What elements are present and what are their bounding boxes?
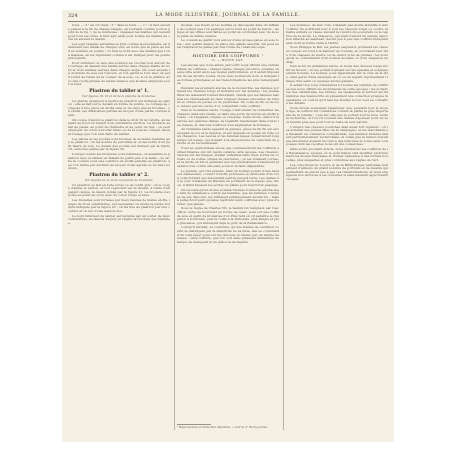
paragraph: Dans notre prochain article, nous étudierons les coiffures de la Renaissance, époque où le goût italien vint modifier profondément les modes françaises et donner naissance à des formes nouvelles, plus élégantes et plus conformes aux règles de l'art.	[286, 147, 388, 162]
paragraph: Nous ferons seulement remarquer que, pendant tout le moyen âge, la coiffure fut considérée comme la partie la plus importante de la toilette ; c'est sur elle que se portait tout le luxe, toute la recherche, et l'on vit souvent des dames dépenser pour un seul hennin plus que pour tout le reste de leur parure.	[286, 105, 388, 124]
paragraph: Le bord inférieur du tablier est terminé par un ourlet de deux centimètres, au-dessus duquel on répète la bordure des bretelles.	[68, 213, 170, 225]
paragraph: On coupe d'abord le plastron dans le droit fil de l'étoffe, en laissant au bord un rempli d'un centimètre environ. La broderie se fait au passé, au point de chaînette et au point de tige ; on peut employer du coton à broder blanc ou de la soie de couleur, suivant l'usage que l'on veut faire du tablier.	[68, 117, 170, 136]
running-title: LA MODE ILLUSTRÉE, JOURNAL DE LA FAMILLE.	[155, 13, 301, 18]
paragraph: Pour terminer on fera une bordure au crochet tout autour de l'ouvrage, en faisant une maille serrée dans chaque maille du bord et trois mailles serrées dans chaque angle. On coud ensuite la doublure de soie sur l'envers, et l'on garnit le tour avec un petit ruché de ruban de la couleur de la soie, ou, si on le préfère, avec une ruche plissée de même nuance que la laine employée pour le fond.	[68, 60, 170, 87]
paragraph: Vers la fin du quinzième siècle, la mode des cheveux longs revint en faveur ; on les portait tombant sur les épaules et soigneusement bouclés. Le bonnet, posé légèrement sur le côté de la tête, était garni d'une enseigne en or ou en argent représentant l'image d'un saint ou quelque devise galante.	[286, 64, 388, 83]
page-header	[62, 10, 394, 22]
section-subtitle: Voir figures 18, 19 et 20 de la planche de broderies.	[82, 93, 156, 98]
paragraph: Ce plastron se fait en toile écrue ou en coutil gris ; on le coupe d'après le patron, et l'on reproduit sur le devant, à l'aide d'un papier calque, le dessin donné par la figure 21. La broderie s'exécute au point de croix avec du coton rouge et bleu.	[68, 182, 170, 198]
paragraph: La grande épaisseur à mettre au plastron est indiquée au patron ; elle se fait sur le devant en forme de pointe. Le corsage se compose d'une pièce en étoffe unie et de deux pièces brodées ; on réunit ces différentes parties au moyen d'une petite couture à plat.	[68, 98, 170, 117]
paragraph: L'emploi des cheveux postiches était aussi fort répandu ; on les achetait aux jeunes filles de la campagne, et les marchands en faisaient un commerce considérable. Les femmes blondes étaient particulièrement recherchées, et celles que la nature n'avait pas favorisées avaient recours à des teintures et à des eaux composées dont les recettes nous ont été conservées.	[286, 124, 388, 147]
article-subtitle: II. — MOYEN ÂGE.	[211, 58, 245, 63]
paragraph: Sous le règne de Charles VII, le hennin fut remplacé par l'escoffion, sorte de bourrelet en forme de cœur, posé sur une coiffe de soie et garni de broderies d'or. Plus tard on vit paraître le chaperon à bourrelet, puis la coiffe à la française, plus simple et plus gracieuse, qui annonçait déjà le goût de la Renaissance.	[177, 206, 279, 225]
section-title-plastron-2: Plastron du tablier n° 2.	[89, 173, 149, 179]
paragraph: On raconte qu'un moine nommé Thomas Connecte prêcha avec tant de véhémence contre les hennins, que les femmes, touchées de ses discours, les brûlaient publiquement devant lui ; mais à peine fut-il parti qu'elles reprirent leurs coiffures avec plus d'ardeur que jamais.	[177, 187, 279, 206]
paragraph: Les siècles que nous allons parcourir nous offrent une variété infinie de coiffures ; chaque règne, chaque province, presque chaque ville avait alors ses modes particulières, et il serait impossible de les décrire toutes. Nous nous bornerons donc à indiquer les formes principales et les transformations les plus remarquables.	[177, 63, 279, 86]
column-left	[68, 24, 170, 434]
paragraph: Les hommes, de leur côté, n'étaient pas moins attentifs à leur coiffure. Ils portèrent tour à tour les cheveux longs ou courts, la barbe entière ou rasée, suivant la volonté du souverain ou le caprice de la mode. Le chaperon, qui était d'abord un simple capuchon attaché au manteau, devint peu à peu une coiffure indépendante dont la forme varia à l'infini.	[286, 24, 388, 45]
paragraph: Le coussin se garnit tout autour d'une grosse ganse en soie torse ; aux quatre angles on place des glands assortis. On peut aussi remplacer la ganse par une ruche de ruban découpé.	[177, 38, 279, 50]
paragraph: Les bretelles sont formées par deux bandes de même étoffe, larges de trois centimètres, sur lesquelles on brode la petite bordure indiquée par la figure 22 ; on les fixe au plastron par une couture et on les croise dans le dos.	[68, 198, 170, 213]
paragraph: modèle. Les fleurs et les feuilles se découpent dans du taffetas de couleur que l'on applique sur le fond au point de feston ; les tiges et les vrilles sont faites au point de cordonnet avec de la soie plate de même nuance.	[177, 24, 279, 38]
paragraph: Pendant les premiers siècles de la monarchie, les femmes portaient les cheveux longs et flottants sur les épaules ; les jeunes filles les laissaient tomber librement, tandis que les femmes mariées les réunissaient en deux longues tresses entourées de rubans et ornées de perles ou de pierreries. Un voile de lin ou de soie, retenu par un cercle d'or, complétait cette coiffure.	[177, 85, 279, 108]
column-middle	[177, 24, 279, 434]
paragraph: Il serait trop long d'énumérer ici toutes les variétés de coiffures que nous offrent les monuments de cette époque ; les sculptures des cathédrales, les vitraux, les tapisseries et surtout les miniatures des manuscrits en présentent une collection presque inépuisable, et c'est là qu'il faut les étudier si l'on veut en connaître les détails.	[286, 83, 388, 106]
magazine-page	[62, 10, 394, 442]
paragraph: Le hennin, qui vint ensuite, était un bonnet pointu d'une hauteur démesurée, couvert d'étoffe précieuse et surmonté d'un long voile flottant qui descendait parfois jusqu'à terre. Les dames de la cour d'Isabeau de Bavière en portaient de si élevés que, dit-on, il fallut hausser les portes du palais pour leur livrer passage.	[177, 168, 279, 187]
paragraph: Les sept rangées suivantes se font comme la précédente, en diminuant une maille de chaque côté, en sorte que la pièce au fond se termine en pointe ; on fera le bord avec les mailles que l'on a laissées, en les reprenant comme il est indiqué pour les points précédents.	[68, 41, 170, 61]
footnote: ¹ Reproduction et traduction interdites. — Voir le n° 39 du journal.	[177, 425, 268, 429]
column-right	[286, 24, 388, 434]
page-number: 324	[68, 13, 78, 19]
paragraph: Au treizième siècle apparut la guimpe, pièce de lin fin qui enveloppait le cou et le menton, et sur laquelle on posait un voile ou un chaperon. Les veuves et les femmes âgées conservèrent longtemps cet usage, qui donnait à la physionomie un caractère de gravité et de recueillement.	[177, 127, 279, 146]
header-rule	[68, 21, 388, 22]
paragraph: Sous Philippe le Bel, les jeunes seigneurs portaient les cheveux coupés en rond à la hauteur de l'oreille, et couvraient leur tête d'un chapeau de feutre ou de castor orné de plumes ; les bourgeois se contentaient d'un bonnet de laine ou d'un chaperon de drap.	[286, 45, 388, 64]
paragraph: Lorsque toutes les broderies sont terminées, on assemble le plastron avec le tablier en faisant de petits plis à la taille ; on cache la couture sous une ceinture en étoffe pareille au plastron, que l'on ferme par derrière au moyen d'une agrafe ou de deux boutons.	[68, 151, 170, 171]
paragraph: Les pattes et les poches sont brodées de la même manière que le plastron ; on les double de percaline et on les borde d'un petit liseré de soie. Le dessin des poches est indiqué par la figure 19, celui des pattes par la figure 20.	[68, 136, 170, 152]
column-divider	[283, 24, 284, 430]
column-divider	[174, 24, 175, 430]
paragraph: Les collections du Louvre et de la Bibliothèque nationale renferment d'ailleurs un grand nombre de portraits et de dessins qui permettent de suivre pas à pas ces transformations, et nous engageons nos lectrices à les consulter si elles désirent approfondir ce sujet.	[286, 162, 388, 181]
paragraph: fond, — 4 ⁰ en crochets ; 3 ⁰ dans le fond ; — 1 ⁰ ; il faut ensuite passer à la fin de chaque rangée, en tournant comme pour le point de la fig. 1 de la mulhouse ; repassez les mailles qui restent pour tous les côtés. Il faut agir ainsi pour toutes les mailles de côté en suivant le dessin.	[68, 24, 170, 42]
section-title-plastron-1: Plastron du tablier n° 1.	[89, 89, 149, 95]
paragraph: C'est au quatorzième siècle que commencèrent les coiffures extraordinaires qui ont rendu célèbre cette époque. Les cheveux, relevés sur les tempes, étaient enfermés dans deux sortes de cornets ou de boîtes ornées de pierreries ; on les nommait cornes, et la mode en fut si générale que les prédicateurs s'élevèrent plusieurs fois contre elle sans pouvoir la faire disparaître.	[177, 146, 279, 168]
paragraph: Lorsqu'il arrivait, au contraire, qu'une femme de condition voulût se distinguer par la simplicité de sa mise, elle se contentait d'un voile léger posé sur les cheveux et retenu par un simple bandeau ; cette coiffure, que l'on voit dans plusieurs miniatures du temps, ne manquait ni de grâce ni de dignité.	[177, 225, 279, 244]
article-title: HISTOIRE DES COIFFURES ¹	[192, 53, 264, 59]
paragraph: Vers le douzième siècle, l'usage s'introduisit de renfermer les cheveux dans une résille ou dans une sorte de bourse en étoffe brodée ; on l'appelait crépine ou crespine. Cette mode, d'abord réservée aux grandes dames, se répandit rapidement dans toutes les classes, et chacune s'efforça d'en augmenter la richesse.	[177, 108, 279, 127]
section-subtitle: Voir figures 21 et 22 de la planche de broderies.	[84, 177, 154, 182]
